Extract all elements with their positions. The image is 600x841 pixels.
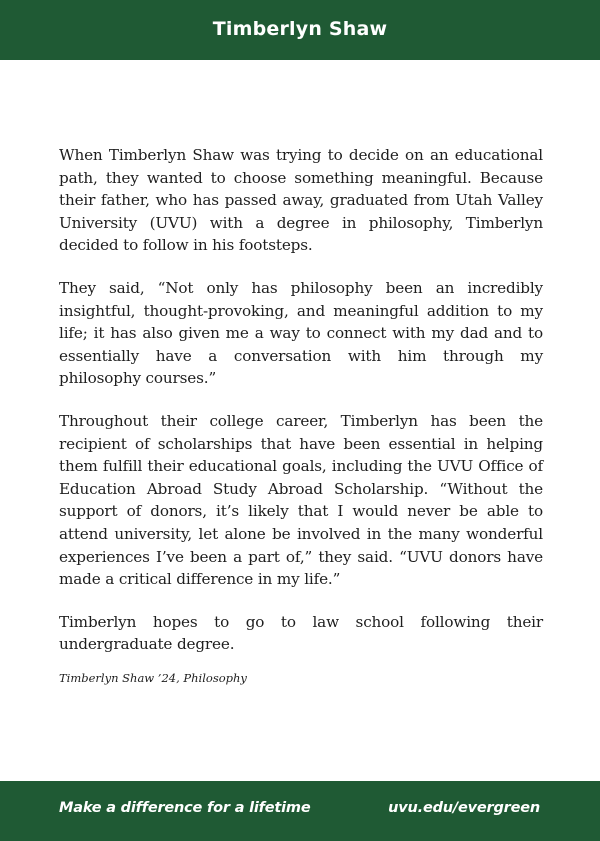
header-banner bbox=[0, 0, 600, 60]
footer-banner bbox=[0, 781, 600, 841]
story-body bbox=[59, 144, 543, 686]
story-paragraph-4: Timberlyn hopes to go to law school following their undergraduate degree. bbox=[59, 612, 543, 654]
story-paragraph-3: Throughout their college career, Timberlyn has been the recipient of scholarships that have been essential in helping them fulfill their educational goals, including the UVU Office of Education Abroad Study Abroad Scholarship. “Without the support of donors, it’s likely that I would never be able to attend university, let alone be involved in the many wonderful experiences I’ve been a part of,” they said. “UVU donors have made a critical difference in my life.” bbox=[59, 411, 543, 589]
footer-url-link[interactable]: uvu.edu/evergreen bbox=[388, 800, 540, 816]
student-caption: Timberlyn Shaw ’24, Philosophy bbox=[59, 670, 247, 685]
footer-tagline: Make a difference for a lifetime bbox=[59, 800, 311, 816]
story-paragraph-2: They said, “Not only has philosophy been an incredibly insightful, thought-provoking, and meaningful addition to my life; it has also given me a way to connect with my dad and to essentially have a conversation with him through my philosophy courses.” bbox=[59, 278, 543, 388]
page-title: Timberlyn Shaw bbox=[212, 18, 388, 40]
story-paragraph-1: When Timberlyn Shaw was trying to decide on an educational path, they wanted to choose something meaningful. Because their father, who has passed away, graduated from Utah Valley University (UVU) with a degree in philosophy, Timberlyn decided to follow in his footsteps. bbox=[59, 146, 543, 255]
